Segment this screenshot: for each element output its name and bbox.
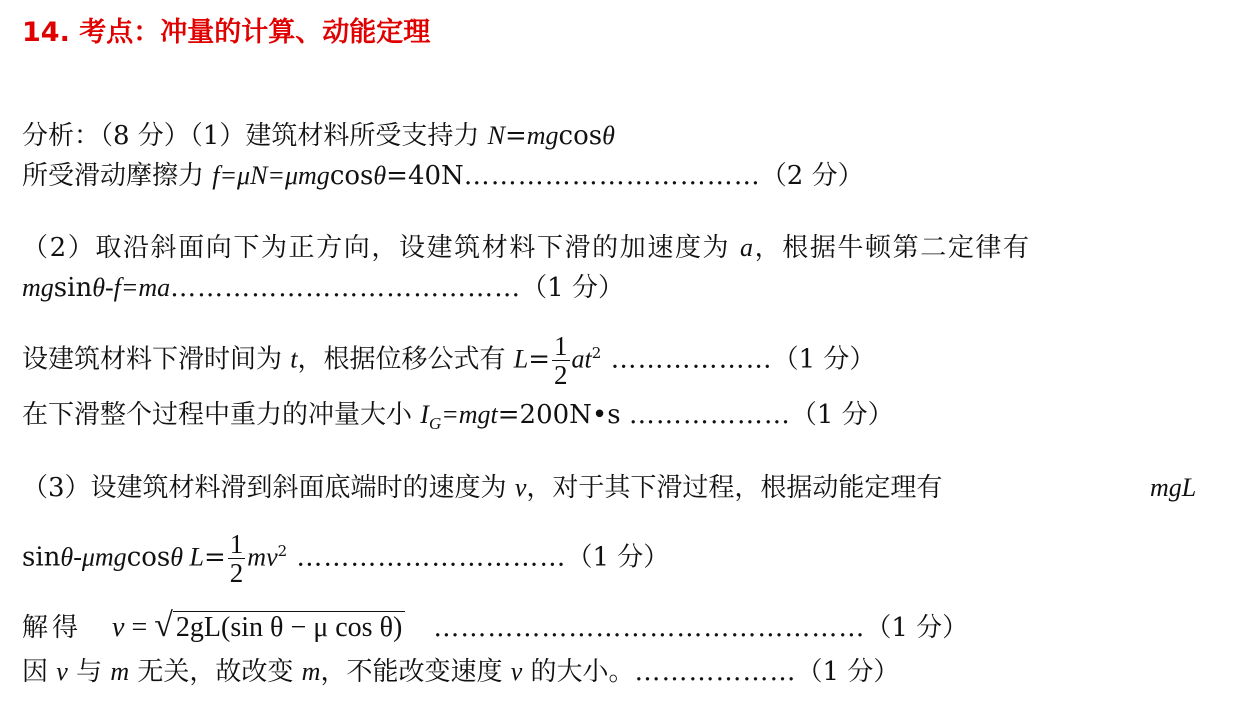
var-n: N bbox=[487, 121, 505, 150]
dots: ………………………………… bbox=[170, 273, 522, 303]
text: ，根据位移公式有 bbox=[297, 344, 514, 375]
cos: cos bbox=[329, 161, 374, 191]
dots: ……………… bbox=[634, 657, 797, 687]
score: （2 分） bbox=[760, 161, 864, 191]
question-title: 14. 考点：冲量的计算、动能定理 bbox=[22, 17, 431, 48]
text: 在下滑整个过程中重力的冲量大小 bbox=[22, 400, 421, 430]
var-l: L bbox=[513, 344, 529, 374]
dots: ……………… bbox=[601, 344, 773, 375]
analysis-line-5 bbox=[22, 318, 876, 391]
text: ，对于其下滑过程，根据动能定理有 bbox=[526, 473, 943, 503]
score: （1 分） bbox=[566, 542, 670, 573]
fraction-half bbox=[228, 530, 246, 587]
value: =40N bbox=[386, 161, 464, 191]
var-v: v bbox=[514, 473, 527, 502]
analysis-line-8 bbox=[22, 514, 669, 588]
text: 所受滑动摩擦力 bbox=[22, 161, 213, 191]
text: 无关，故改变 bbox=[129, 657, 302, 687]
text: ，不能改变速度 bbox=[320, 657, 511, 687]
dots: ………………………… bbox=[287, 542, 567, 573]
sin: sin bbox=[22, 542, 61, 573]
var-theta: θ bbox=[170, 542, 184, 572]
analysis-line-10 bbox=[22, 656, 899, 688]
var-at: at bbox=[571, 344, 592, 374]
var-mg: mg bbox=[22, 273, 54, 302]
var-m: m bbox=[110, 657, 130, 686]
var-theta: θ bbox=[373, 161, 387, 190]
score: （1 分） bbox=[790, 400, 894, 430]
var-mv: mv bbox=[247, 542, 278, 572]
var-theta: θ bbox=[602, 121, 615, 150]
analysis-line-7-right bbox=[1150, 472, 1196, 504]
sin: sin bbox=[53, 273, 93, 303]
var-l: L bbox=[183, 542, 204, 572]
var-mg: mg bbox=[526, 121, 559, 150]
equals: = bbox=[124, 612, 155, 643]
analysis-line-2 bbox=[22, 160, 864, 192]
friction-term: -μmg bbox=[73, 542, 127, 572]
analysis-line-9 bbox=[22, 606, 968, 648]
var-theta: θ bbox=[60, 542, 74, 572]
cos: cos bbox=[558, 121, 603, 151]
radicand: 2gL(sin θ − μ cos θ) bbox=[173, 611, 405, 643]
newton-expr: -f=ma bbox=[104, 273, 171, 302]
var-v: v bbox=[56, 657, 68, 686]
score: （1 分） bbox=[772, 344, 876, 375]
friction-expr: f=μN=μmg bbox=[212, 161, 330, 190]
var-v: v bbox=[112, 612, 125, 643]
velocity-formula bbox=[112, 607, 405, 644]
equals: = bbox=[528, 344, 551, 375]
var-m: m bbox=[301, 657, 321, 686]
equals: = bbox=[204, 542, 226, 573]
denominator: 2 bbox=[554, 360, 568, 391]
text: 分析：（8 分）（1）建筑材料所受支持力 bbox=[22, 121, 488, 151]
dots: ………………………………………… bbox=[433, 613, 866, 643]
var-a: a bbox=[740, 233, 755, 262]
value: =200N•s bbox=[497, 400, 629, 430]
analysis-line-4 bbox=[22, 272, 624, 304]
var-i: I bbox=[420, 400, 429, 429]
text: 设建筑材料下滑时间为 bbox=[22, 344, 291, 375]
var-t: t bbox=[290, 344, 298, 374]
sqrt-symbol: √ bbox=[154, 607, 173, 644]
score: （1 分） bbox=[865, 613, 969, 643]
score: （1 分） bbox=[796, 657, 900, 687]
dots: ……………… bbox=[628, 400, 791, 430]
exponent: 2 bbox=[277, 542, 288, 560]
text: 的大小。 bbox=[522, 657, 635, 687]
score: （1 分） bbox=[521, 273, 624, 303]
text: （2）取沿斜面向下为正方向，设建筑材料下滑的加速度为 bbox=[22, 233, 741, 263]
denominator: 2 bbox=[229, 558, 244, 589]
fraction-half bbox=[552, 332, 570, 389]
cos: cos bbox=[126, 542, 171, 573]
text: 因 bbox=[22, 657, 57, 687]
subscript-g: G bbox=[428, 414, 442, 434]
var-mgl: mgL bbox=[1150, 473, 1197, 502]
numerator: 1 bbox=[554, 331, 568, 362]
text: ，根据牛顿第二定律有 bbox=[754, 233, 1031, 263]
var-v: v bbox=[510, 657, 523, 686]
text: 解得 bbox=[22, 613, 83, 643]
dots: …………………………… bbox=[463, 161, 761, 191]
analysis-line-6 bbox=[22, 399, 894, 440]
analysis-line-7 bbox=[22, 472, 942, 504]
var-theta: θ bbox=[92, 273, 105, 302]
exponent: 2 bbox=[591, 344, 602, 362]
equals: = bbox=[504, 121, 527, 151]
impulse-expr: =mgt bbox=[441, 400, 498, 429]
analysis-line-1 bbox=[22, 120, 615, 152]
text: （3）设建筑材料滑到斜面底端时的速度为 bbox=[22, 473, 515, 503]
analysis-line-3 bbox=[22, 232, 1031, 264]
text: 与 bbox=[67, 657, 111, 687]
numerator: 1 bbox=[229, 529, 244, 560]
